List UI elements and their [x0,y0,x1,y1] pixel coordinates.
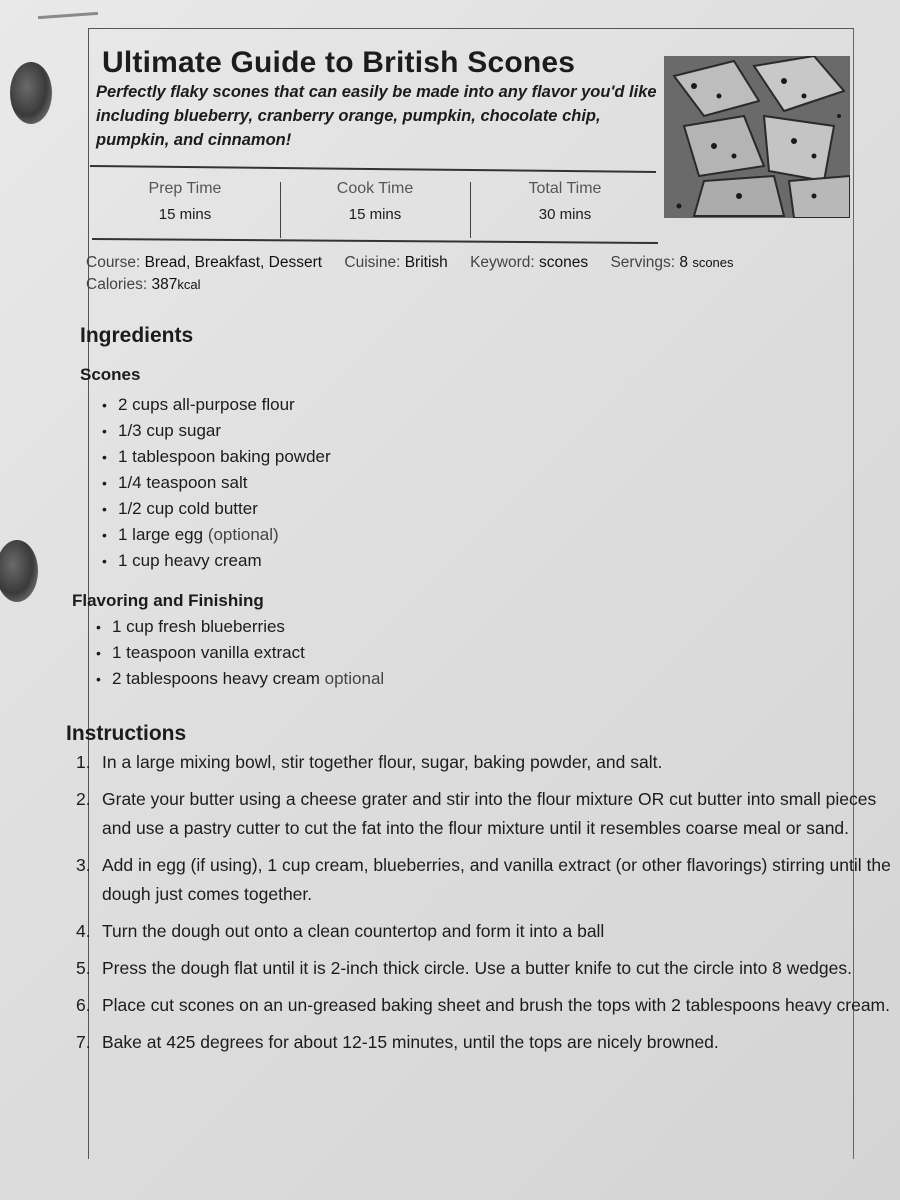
list-item: • 1/3 cup sugar [102,418,331,444]
instruction-step: 4. Turn the dough out onto a clean countertop and form it into a ball [76,921,605,941]
prep-time [90,176,280,238]
flavoring-ingredient-list [96,614,384,692]
instructions-heading: Instructions [66,722,187,745]
list-item: • 1 cup heavy cream [102,548,331,574]
punch-hole-top [10,62,52,124]
recipe-title: Ultimate Guide to British Scones [102,46,576,79]
instruction-step: 3. Add in egg (if using), 1 cup cream, blueberries, and vanilla extract (or other flavorings) stirring until the dough just comes together. [76,855,891,904]
instruction-step: 1. In a large mixing bowl, stir together flour, sugar, baking powder, and salt. [76,752,663,772]
scones-subheading: Scones [80,365,141,384]
list-item: • 1 large egg (optional) [102,522,331,548]
time-value: 15 mins [348,206,402,223]
list-item: • 2 tablespoons heavy cream optional [96,666,384,692]
instruction-step: 7. Bake at 425 degrees for about 12-15 minutes, until the tops are nicely browned. [76,1032,719,1052]
recipe-meta: Course: Bread, Breakfast, Dessert Cuisine: British Keyword: scones Servings: 8 scones Calories: 387kcal [86,254,734,293]
punch-hole-middle [0,540,38,602]
list-item: • 2 cups all-purpose flour [102,392,331,418]
list-item: • 1 cup fresh blueberries [96,614,384,640]
cook-time [280,176,470,238]
time-label: Total Time [528,180,602,197]
recipe-subtitle: Perfectly flaky scones that can easily be made into any flavor you'd like including blueberry, cranberry orange, pumpkin, chocolate chip, pumpkin, and cinnamon! [96,83,657,149]
list-item: • 1 teaspoon vanilla extract [96,640,384,666]
flavoring-subheading: Flavoring and Finishing [72,591,264,610]
time-label: Cook Time [336,180,414,197]
list-item: • 1 tablespoon baking powder [102,444,331,470]
instruction-step: 2. Grate your butter using a cheese grater and stir into the flour mixture OR cut butter into small pieces and use a pastry cutter to cut the fat into the flour mixture until it resembles coarse meal or sand. [76,789,877,838]
servings-value: 8 scones [679,254,734,271]
calories-value: 387kcal [151,276,201,293]
total-time [470,176,660,238]
time-value: 15 mins [158,206,212,223]
list-item: • 1/4 teaspoon salt [102,470,331,496]
keyword-value: scones [539,254,589,271]
pencil-mark [38,12,98,19]
time-label: Prep Time [148,180,222,197]
list-item: • 1/2 cup cold butter [102,496,331,522]
instruction-step: 5. Press the dough flat until it is 2-inch thick circle. Use a butter knife to cut the circle into 8 wedges. [76,958,852,978]
scone-photo [664,56,850,218]
cuisine-value: British [404,254,448,271]
ingredients-heading: Ingredients [80,324,194,347]
course-value: Bread, Breakfast, Dessert [144,254,323,271]
time-value: 30 mins [538,206,592,223]
instruction-list [64,748,900,1065]
instruction-step: 6. Place cut scones on an un-greased baking sheet and brush the tops with 2 tablespoons heavy cream. [76,995,890,1015]
times-row [90,176,660,238]
scones-ingredient-list [102,392,331,574]
